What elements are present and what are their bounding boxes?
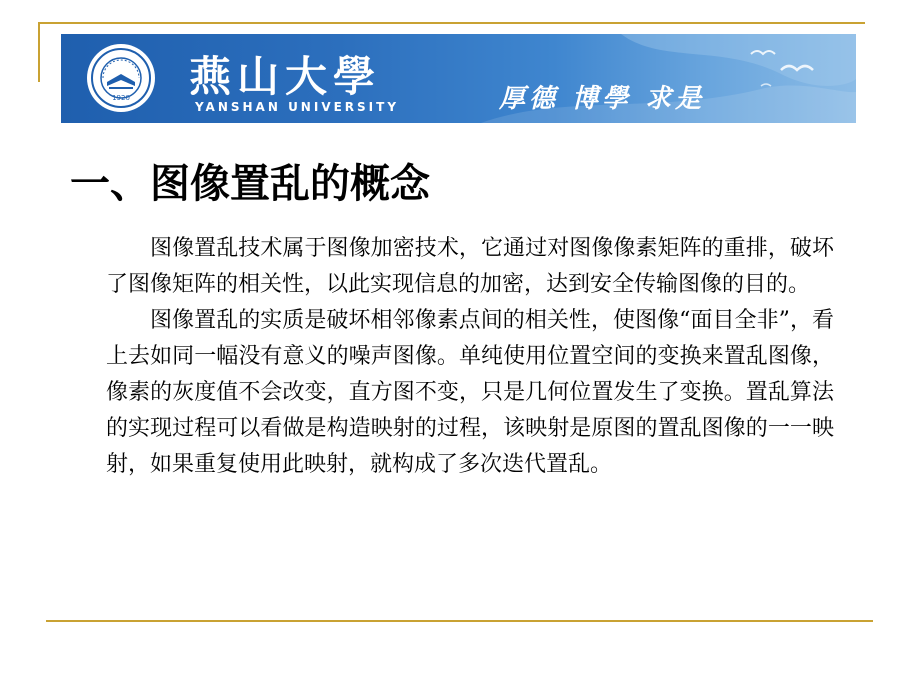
body-paragraph-1: 图像置乱技术属于图像加密技术，它通过对图像像素矩阵的重排，破坏了图像矩阵的相关性，以此实现信息的加密，达到安全传输图像的目的。 (106, 236, 834, 297)
emblem-year: 1920 (112, 94, 130, 102)
frame-line-left (38, 22, 40, 82)
university-name-en: YANSHAN UNIVERSITY (195, 100, 400, 114)
university-emblem-icon (85, 42, 157, 114)
frame-line-top (38, 22, 865, 24)
university-name-cn: 燕山大學 (189, 52, 382, 101)
university-motto: 厚德 博學 求是 (499, 84, 706, 114)
university-banner (61, 34, 856, 123)
slide-body (106, 231, 834, 483)
body-paragraph-2: 图像置乱的实质是破坏相邻像素点间的相关性，使图像“面目全非”，看上去如同一幅没有意义的噪声图像。单纯使用位置空间的变换来置乱图像，像素的灰度值不会改变，直方图不变，只是几何位置发生了变换。置乱算法的实现过程可以看做是构造映射的过程，该映射是原图的置乱图像的一一映射，如果重复使用此映射，就构成了多次迭代置乱。 (106, 308, 834, 477)
slide-title: 一、图像置乱的概念 (70, 161, 430, 207)
frame-line-bottom (46, 620, 873, 622)
banner-sky-decoration (61, 34, 856, 123)
